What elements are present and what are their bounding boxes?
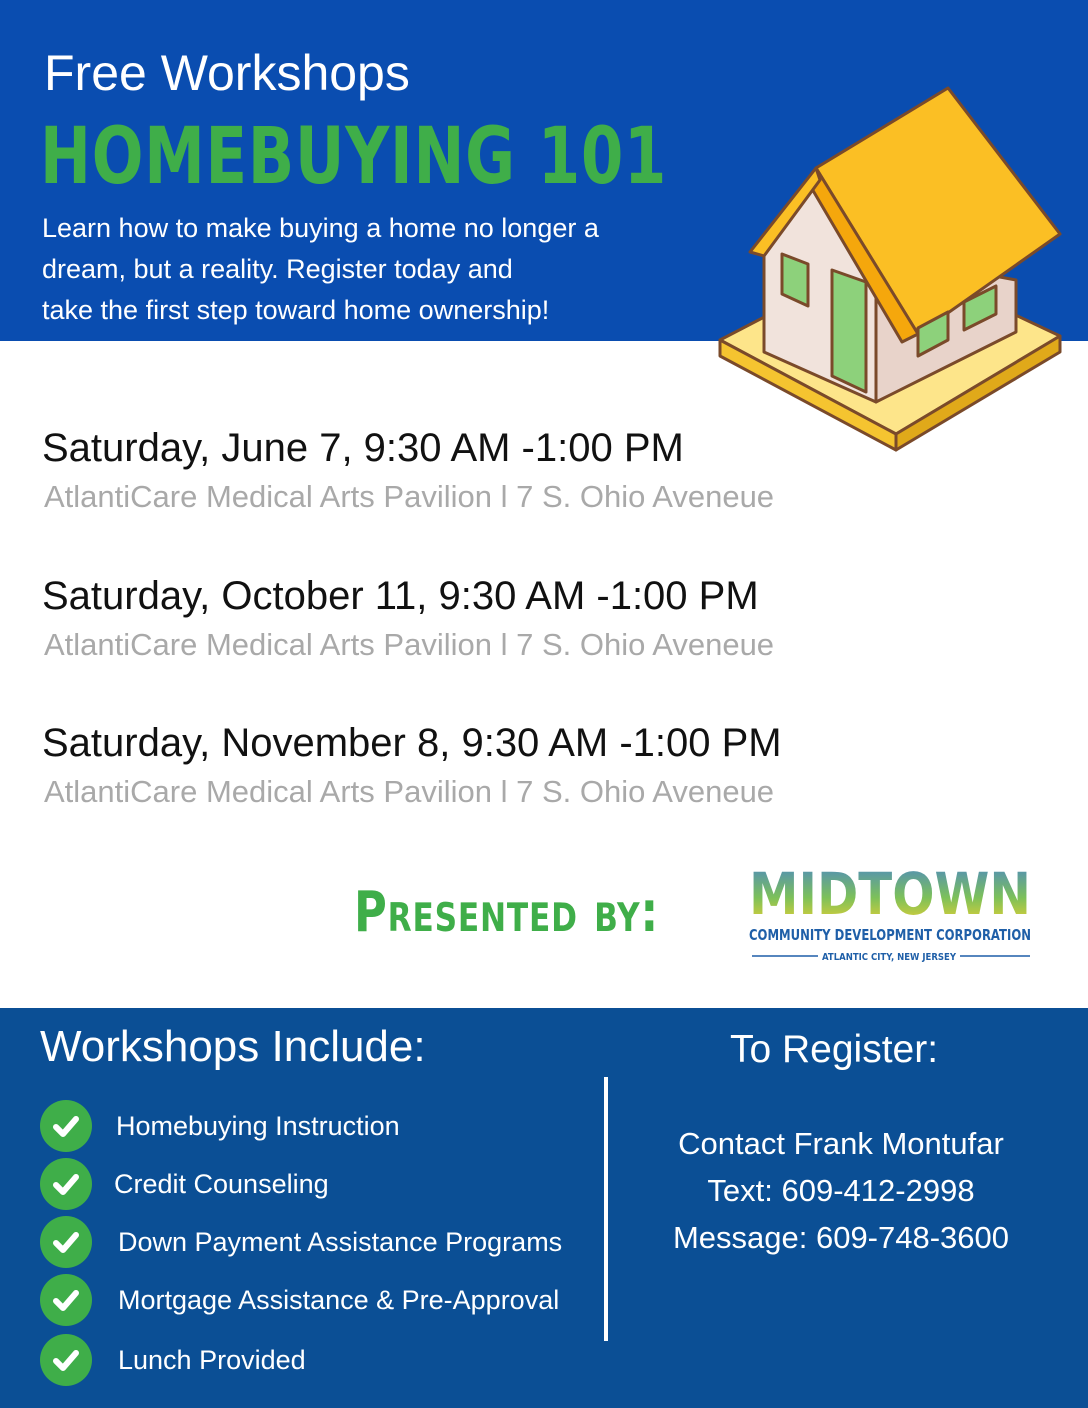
page-title: HOMEBUYING 101	[40, 112, 668, 202]
midtown-logo	[748, 862, 1032, 964]
list-item-label: Homebuying Instruction	[116, 1110, 400, 1141]
includes-title: Workshops Include:	[40, 1022, 426, 1071]
event-date: Saturday, June 7, 9:30 AM -1:00 PM	[42, 426, 684, 470]
check-icon	[40, 1100, 92, 1152]
check-icon	[40, 1334, 92, 1386]
register-text-number: Text: 609-412-2998	[707, 1173, 975, 1208]
event-date: Saturday, October 11, 9:30 AM -1:00 PM	[42, 574, 759, 618]
intro-line: dream, but a reality. Register today and	[42, 254, 513, 284]
intro-line: take the first step toward home ownership!	[42, 295, 550, 325]
check-icon	[40, 1158, 92, 1210]
list-item	[40, 1274, 559, 1326]
event-location: AtlantiCare Medical Arts Pavilion l 7 S. Ohio Aveneue	[44, 774, 775, 809]
register-contact: Contact Frank Montufar	[678, 1126, 1004, 1161]
list-item	[40, 1334, 306, 1386]
list-item-label: Credit Counseling	[114, 1168, 329, 1199]
list-item	[40, 1158, 329, 1210]
divider	[604, 1077, 608, 1341]
house-icon	[716, 84, 1066, 454]
event-1	[42, 426, 774, 515]
check-icon	[40, 1216, 92, 1268]
list-item	[40, 1216, 562, 1268]
logo-subtitle: COMMUNITY DEVELOPMENT CORPORATION	[749, 926, 1031, 944]
logo-main: MIDTOWN	[749, 860, 1031, 928]
event-3	[42, 721, 782, 810]
list-item-label: Lunch Provided	[118, 1344, 306, 1375]
event-location: AtlantiCare Medical Arts Pavilion l 7 S. Ohio Aveneue	[44, 479, 775, 514]
list-item-label: Mortgage Assistance & Pre-Approval	[118, 1284, 560, 1315]
register-details	[618, 1120, 1064, 1261]
event-date: Saturday, November 8, 9:30 AM -1:00 PM	[42, 721, 782, 765]
presented-by-label: Presented by:	[354, 880, 660, 945]
register-message-number: Message: 609-748-3600	[672, 1220, 1010, 1255]
event-2	[42, 574, 774, 663]
register-title: To Register:	[729, 1028, 939, 1071]
event-location: AtlantiCare Medical Arts Pavilion l 7 S. Ohio Aveneue	[44, 627, 775, 662]
eyebrow-text: Free Workshops	[44, 45, 410, 101]
intro-line: Learn how to make buying a home no longer a	[42, 213, 599, 243]
check-icon	[40, 1274, 92, 1326]
list-item-label: Down Payment Assistance Programs	[118, 1226, 563, 1257]
intro-text	[42, 208, 702, 331]
logo-place: ATLANTIC CITY, NEW JERSEY	[822, 952, 957, 963]
list-item	[40, 1100, 400, 1152]
